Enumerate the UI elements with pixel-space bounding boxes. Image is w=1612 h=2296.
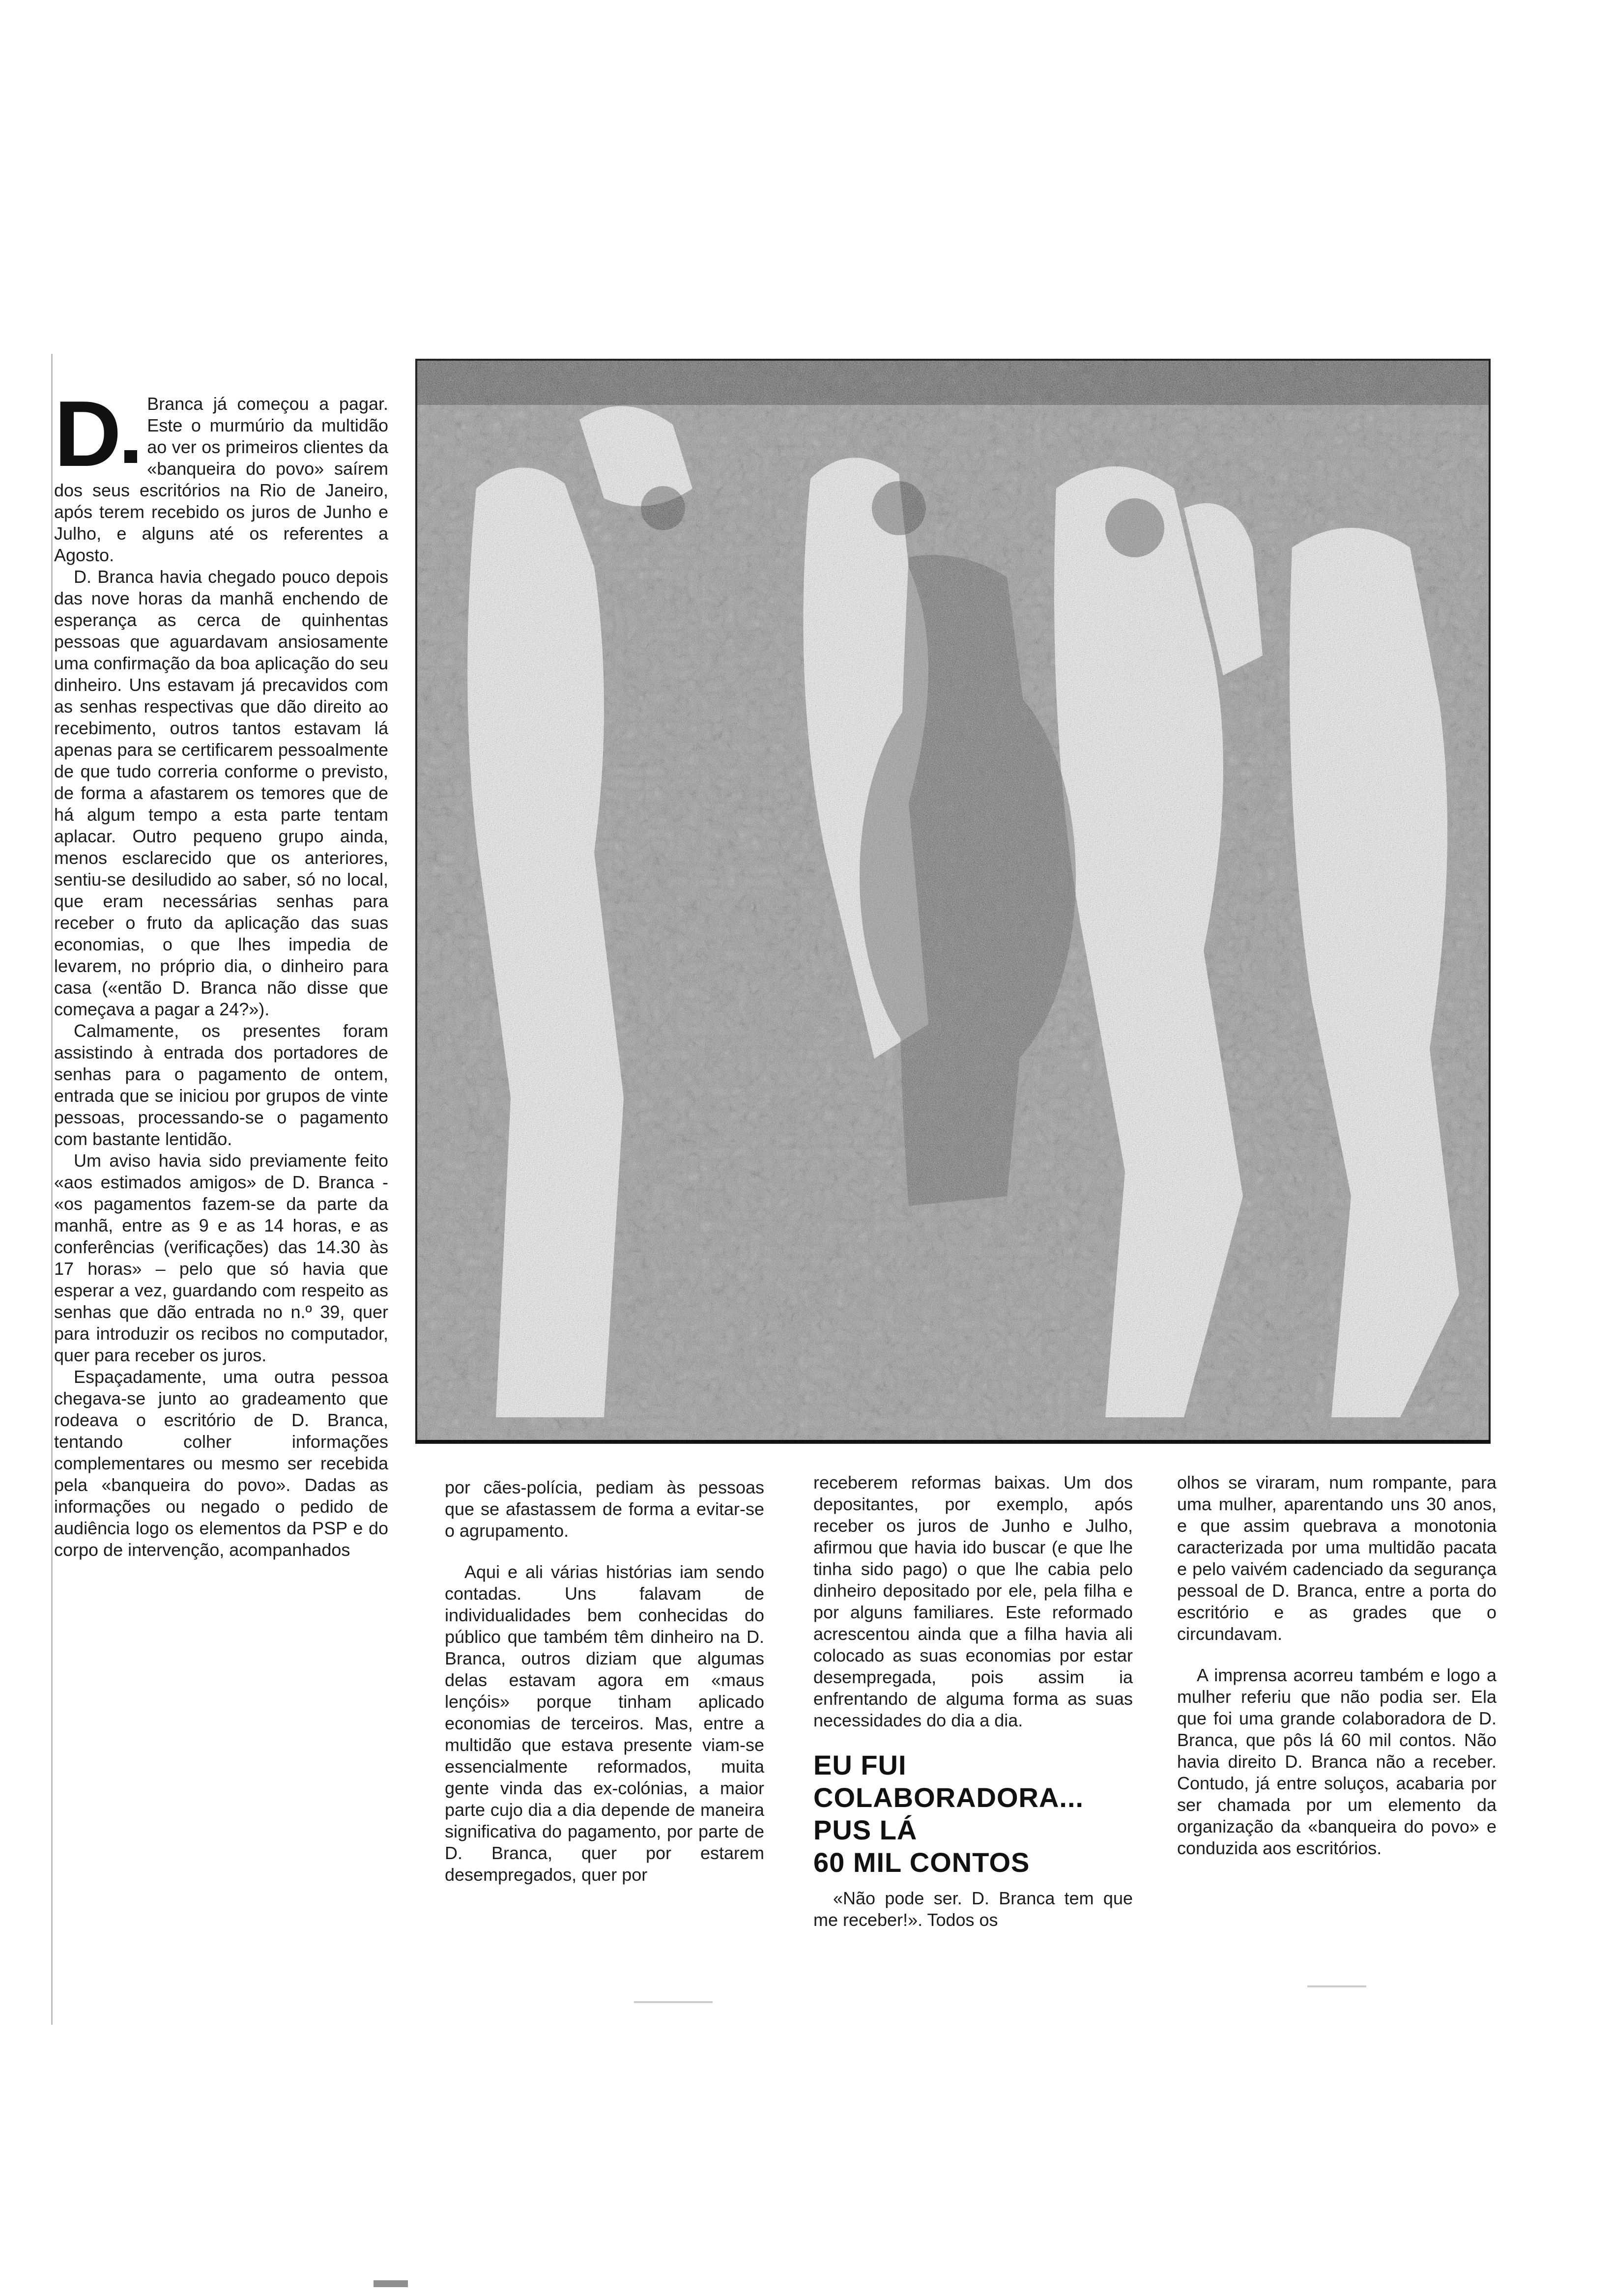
article-column-1 — [54, 382, 388, 1561]
paragraph: «Não pode ser. D. Branca tem que me receber!». Todos os — [813, 1888, 1133, 1930]
photo-image — [417, 361, 1489, 1442]
photo-border-rule — [415, 1440, 1491, 1443]
crowd-photograph — [415, 359, 1491, 1444]
article-column-4 — [1177, 1472, 1497, 1859]
article-column-3 — [813, 1472, 1133, 1931]
paragraph: D. Branca havia chegado pouco depois das nove horas da manhã enchendo de esperança as cerca de quinhentas pessoas que aguardavam ansiosamente uma confirmação da boa aplicação do seu dinheiro. Uns estavam já precavidos com as senhas respectivas que dão direito ao recebimento, outros tantos estavam lá apenas para se certificarem pessoalmente de que tudo correria conforme o previsto, de forma a afastarem os temores que de há algum tempo a esta parte tentam aplacar. Outro pequeno grupo ainda, menos esclarecido que os anteriores, sentiu-se desiludido ao saber, só no local, que eram necessárias senhas para receber o fruto da aplicação das suas economias, o que lhes impedia de levarem, no próprio dia, o dinheiro para casa («então D. Branca não disse que começava a pagar a 24?»). — [54, 567, 388, 1019]
margin-rule — [51, 354, 53, 2025]
drop-cap: D — [54, 397, 137, 471]
paragraph: por cães-polícia, pediam às pessoas que se afastassem de forma a evitar-se o agrupamento. — [445, 1477, 764, 1541]
subheadline-line: PUS LÁ — [813, 1814, 918, 1845]
scan-speck — [634, 2001, 713, 2003]
paragraph: receberem reformas baixas. Um dos depositantes, por exemplo, após receber os juros de Junho e Julho, afirmou que havia ido buscar (e que lhe tinha sido pago) o que lhe cabia pelo dinheiro depositado por ele, pela filha e por alguns familiares. Este reformado acrescentou ainda que a filha havia ali colocado as suas economias por estar desempregada, pois assim ia enfrentando de alguma forma as suas necessidades do dia a dia. — [813, 1472, 1133, 1730]
paragraph: Espaçadamente, uma outra pessoa chegava-se junto ao gradeamento que rodeava o escritório de D. Branca, tentando colher informações complementares ou mesmo ser recebida pela «banqueira do povo». Dadas as informações ou negado o pedido de audiência logo os elementos da PSP e do corpo de intervenção, acompanhados — [54, 1367, 388, 1560]
subheadline-line: EU FUI — [813, 1750, 907, 1780]
subheadline-line: COLABORADORA... — [813, 1782, 1084, 1813]
paragraph: Branca já começou a pagar. Este o murmúrio da multidão ao ver os primeiros clientes da «banqueira do povo» saírem dos seus escritórios na Rio de Janeiro, após terem recebido os juros de Junho e Julho, e alguns até os referentes a Agosto. — [54, 394, 388, 565]
paragraph: olhos se viraram, num rompante, para uma mulher, aparentando uns 30 anos, e que assim quebrava a monotonia caracterizada por uma multidão pacata e pelo vaivém cadenciado da segurança pessoal de D. Branca, entre a porta do escritório e as grades que o circundavam. — [1177, 1472, 1497, 1644]
paragraph: A imprensa acorreu também e logo a mulher referiu que não podia ser. Ela que foi uma grande colaboradora de D. Branca, que pôs lá 60 mil contos. Não havia direito D. Branca não a receber. Contudo, já entre soluços, acabaria por ser chamada por um elemento da organização da «banqueira do povo» e conduzida aos escritórios. — [1177, 1665, 1497, 1858]
paragraph: Aqui e ali várias histórias iam sendo contadas. Uns falavam de individualidades bem conhecidas do público que também têm dinheiro na D. Branca, outros diziam que algumas delas estavam agora em «maus lençóis» porque tinham aplicado economias de terceiros. Mas, entre a multidão que estava presente viam-se essencialmente reformados, muita gente vinda das ex-colónias, a maior parte cujo dia a dia depende de maneira significativa do pagamento, por parte de D. Branca, quer por estarem desempregados, quer por — [445, 1562, 764, 1885]
subheadline — [813, 1749, 1133, 1879]
scan-speck — [1307, 1985, 1366, 1987]
paragraph: Calmamente, os presentes foram assistindo à entrada dos portadores de senhas para o pagamento de ontem, entrada que se iniciou por grupos de vinte pessoas, processando-se o pagamento com bastante lentidão. — [54, 1021, 388, 1149]
subheadline-line: 60 MIL CONTOS — [813, 1847, 1030, 1878]
paragraph: Um aviso havia sido previamente feito «aos estimados amigos» de D. Branca - «os pagamentos fazem-se da parte da manhã, entre as 9 e as 14 horas, e as conferências (verificações) das 14.30 às 17 horas» – pelo que só havia que esperar a vez, guardando com respeito as senhas que dão entrada no n.º 39, quer para introduzir os recibos no computador, quer para receber os juros. — [54, 1150, 388, 1365]
article-column-2 — [445, 1477, 764, 1886]
scan-speck — [374, 2280, 408, 2287]
